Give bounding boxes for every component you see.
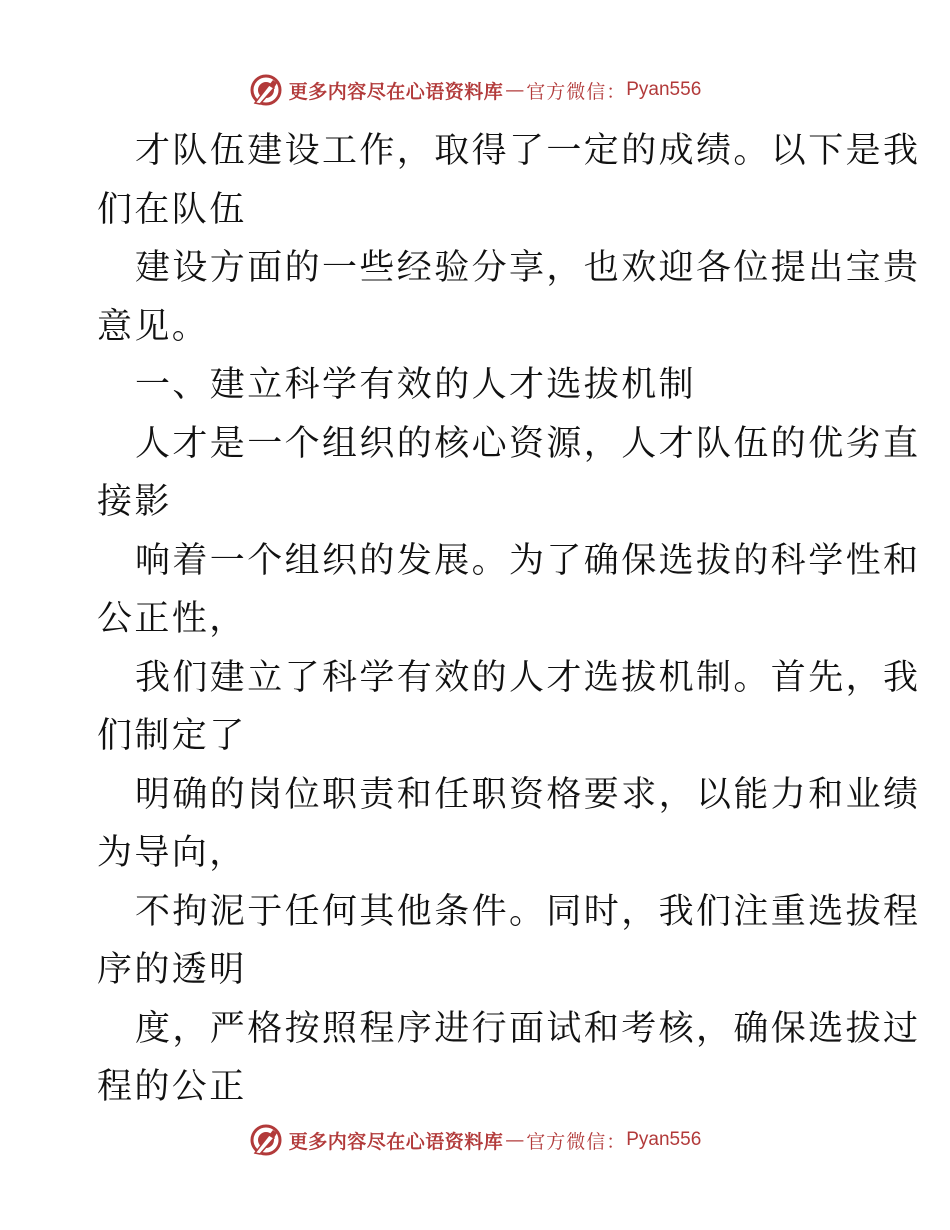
- footer-official-label: 官方微信：: [526, 1130, 627, 1153]
- body-line: 我们建立了科学有效的人才选拔机制。首先，我: [135, 657, 921, 698]
- footer-wechat-id: Pyan556: [626, 1129, 702, 1150]
- header-wechat-id: Pyan556: [626, 79, 702, 100]
- body-line: 序的透明: [97, 950, 247, 990]
- page-header: [0, 70, 950, 110]
- body-line: 们制定了: [97, 716, 247, 756]
- header-brand: 更多内容尽在心语资料库: [288, 80, 504, 103]
- body-line: 才队伍建设工作，取得了一定的成绩。以下是我: [135, 131, 921, 171]
- body-line: 建设方面的一些经验分享，也欢迎各位提出宝贵: [135, 248, 921, 288]
- header-dash: —: [505, 79, 525, 101]
- body-line: 为导向，: [97, 833, 247, 873]
- pen-logo-icon: [249, 73, 283, 107]
- body-line: 公正性，: [97, 599, 247, 639]
- pen-logo-icon: [249, 1123, 283, 1157]
- document-body: [97, 122, 921, 1117]
- body-line: 不拘泥于任何其他条件。同时，我们注重选拔程: [135, 891, 921, 932]
- body-line: 意见。: [97, 306, 210, 347]
- footer-brand: 更多内容尽在心语资料库: [288, 1130, 504, 1153]
- section-heading: 一、建立科学有效的人才选拔机制: [135, 365, 697, 405]
- body-line: 程的公正: [97, 1067, 247, 1107]
- body-line: 人才是一个组织的核心资源，人才队伍的优劣直: [135, 423, 921, 464]
- body-line: 响着一个组织的发展。为了确保选拔的科学性和: [135, 540, 921, 581]
- page-footer: [0, 1120, 950, 1160]
- footer-dash: —: [505, 1129, 525, 1151]
- header-official-label: 官方微信：: [526, 80, 627, 103]
- body-line: 接影: [97, 482, 172, 522]
- body-line: 度，严格按照程序进行面试和考核，确保选拔过: [135, 1008, 921, 1049]
- body-line: 们在队伍: [97, 189, 247, 230]
- body-line: 明确的岗位职责和任职资格要求，以能力和业绩: [135, 774, 921, 815]
